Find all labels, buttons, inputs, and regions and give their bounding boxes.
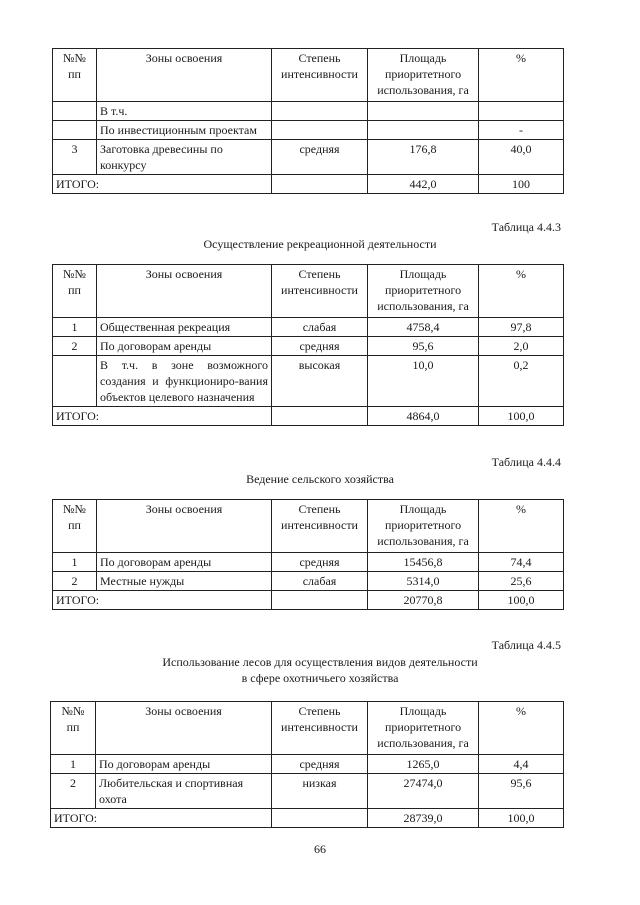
cell-area: [368, 102, 479, 121]
total-pct: 100,0: [479, 407, 564, 426]
cell-pct: -: [479, 121, 564, 140]
cell-pct: 40,0: [479, 140, 564, 175]
header-num: №№ пп: [53, 49, 97, 102]
table-header-row: [53, 500, 564, 553]
table-caption: Таблица 4.4.4: [491, 455, 561, 469]
cell-degree: средняя: [272, 553, 368, 572]
table-header-row: [53, 49, 564, 102]
table-total-row: [53, 175, 564, 194]
table-header-row: [53, 265, 564, 318]
header-area: Площадь приоритетного использования, га: [368, 702, 479, 755]
table-top: [52, 48, 564, 194]
table-caption: Таблица 4.4.3: [491, 220, 561, 234]
total-degree: [272, 407, 368, 426]
total-area: 4864,0: [368, 407, 479, 426]
cell-num: [53, 121, 97, 140]
total-pct: 100,0: [479, 591, 564, 610]
header-area: Площадь приоритетного использования, га: [368, 49, 479, 102]
header-degree: Степень интенсивности: [272, 500, 368, 553]
header-zones: Зоны освоения: [97, 49, 272, 102]
cell-num: 3: [53, 140, 97, 175]
cell-num: 2: [51, 774, 96, 809]
header-num: №№ пп: [53, 500, 97, 553]
header-area: Площадь приоритетного использования, га: [368, 500, 479, 553]
table-row: [53, 356, 564, 407]
cell-num: [53, 102, 97, 121]
cell-zone: По инвестиционным проектам: [97, 121, 272, 140]
page-number: 66: [314, 842, 326, 856]
cell-zone: В т.ч. в зоне возможного создания и функциониро-вания объектов целевого назначения: [97, 356, 272, 407]
table-row: [53, 318, 564, 337]
total-degree: [272, 809, 368, 828]
table-total-row: [51, 809, 564, 828]
table-4-4-3: [52, 264, 564, 426]
total-degree: [272, 175, 368, 194]
cell-area: 10,0: [368, 356, 479, 407]
cell-pct: 95,6: [479, 774, 564, 809]
table-4-4-5: [50, 701, 564, 828]
cell-degree: [272, 121, 368, 140]
cell-degree: средняя: [272, 337, 368, 356]
header-degree: Степень интенсивности: [272, 702, 368, 755]
cell-area: 95,6: [368, 337, 479, 356]
cell-pct: 97,8: [479, 318, 564, 337]
cell-area: 176,8: [368, 140, 479, 175]
table-row: [53, 572, 564, 591]
header-pct: %: [479, 500, 564, 553]
table-row: [51, 755, 564, 774]
table-row: [53, 140, 564, 175]
cell-num: 2: [53, 572, 97, 591]
cell-num: 1: [51, 755, 96, 774]
total-area: 20770,8: [368, 591, 479, 610]
cell-zone: Любительская и спортивная охота: [96, 774, 272, 809]
cell-area: [368, 121, 479, 140]
cell-num: 2: [53, 337, 97, 356]
total-degree: [272, 591, 368, 610]
header-area: Площадь приоритетного использования, га: [368, 265, 479, 318]
header-pct: %: [479, 49, 564, 102]
table-row: [53, 121, 564, 140]
cell-area: 27474,0: [368, 774, 479, 809]
table-row: [51, 774, 564, 809]
table-row: [53, 337, 564, 356]
cell-zone: Общественная рекреация: [97, 318, 272, 337]
total-label: ИТОГО:: [53, 407, 272, 426]
table-row: [53, 553, 564, 572]
total-area: 28739,0: [368, 809, 479, 828]
cell-degree: слабая: [272, 318, 368, 337]
header-zones: Зоны освоения: [96, 702, 272, 755]
total-label: ИТОГО:: [53, 175, 272, 194]
cell-area: 15456,8: [368, 553, 479, 572]
total-pct: 100: [479, 175, 564, 194]
cell-zone: По договорам аренды: [96, 755, 272, 774]
cell-pct: 74,4: [479, 553, 564, 572]
cell-num: 1: [53, 318, 97, 337]
table-title: Ведение сельского хозяйства: [246, 472, 394, 486]
table-4-4-4: [52, 499, 564, 610]
cell-pct: [479, 102, 564, 121]
cell-pct: 0,2: [479, 356, 564, 407]
cell-degree: слабая: [272, 572, 368, 591]
cell-pct: 25,6: [479, 572, 564, 591]
cell-zone: По договорам аренды: [97, 337, 272, 356]
total-label: ИТОГО:: [53, 591, 272, 610]
total-area: 442,0: [368, 175, 479, 194]
cell-area: 1265,0: [368, 755, 479, 774]
cell-area: 4758,4: [368, 318, 479, 337]
header-num: №№ пп: [53, 265, 97, 318]
cell-zone: Местные нужды: [97, 572, 272, 591]
table-title: Осуществление рекреационной деятельности: [203, 237, 437, 251]
cell-num: 1: [53, 553, 97, 572]
header-degree: Степень интенсивности: [272, 49, 368, 102]
table-caption: Таблица 4.4.5: [491, 638, 561, 652]
header-pct: %: [479, 265, 564, 318]
cell-zone: По договорам аренды: [97, 553, 272, 572]
cell-degree: [272, 102, 368, 121]
table-title-line-1: Использование лесов для осуществления видов деятельности: [162, 655, 478, 669]
table-total-row: [53, 591, 564, 610]
table-row: [53, 102, 564, 121]
cell-degree: средняя: [272, 755, 368, 774]
header-num: №№ пп: [51, 702, 96, 755]
total-label: ИТОГО:: [51, 809, 272, 828]
cell-degree: высокая: [272, 356, 368, 407]
cell-area: 5314,0: [368, 572, 479, 591]
cell-zone: В т.ч.: [97, 102, 272, 121]
header-zones: Зоны освоения: [97, 500, 272, 553]
header-degree: Степень интенсивности: [272, 265, 368, 318]
cell-degree: низкая: [272, 774, 368, 809]
header-zones: Зоны освоения: [97, 265, 272, 318]
table-title-line-2: в сфере охотничьего хозяйства: [241, 671, 399, 685]
total-pct: 100,0: [479, 809, 564, 828]
table-header-row: [51, 702, 564, 755]
table-total-row: [53, 407, 564, 426]
cell-pct: 4,4: [479, 755, 564, 774]
cell-degree: средняя: [272, 140, 368, 175]
cell-zone: Заготовка древесины по конкурсу: [97, 140, 272, 175]
header-pct: %: [479, 702, 564, 755]
cell-num: [53, 356, 97, 407]
cell-pct: 2,0: [479, 337, 564, 356]
